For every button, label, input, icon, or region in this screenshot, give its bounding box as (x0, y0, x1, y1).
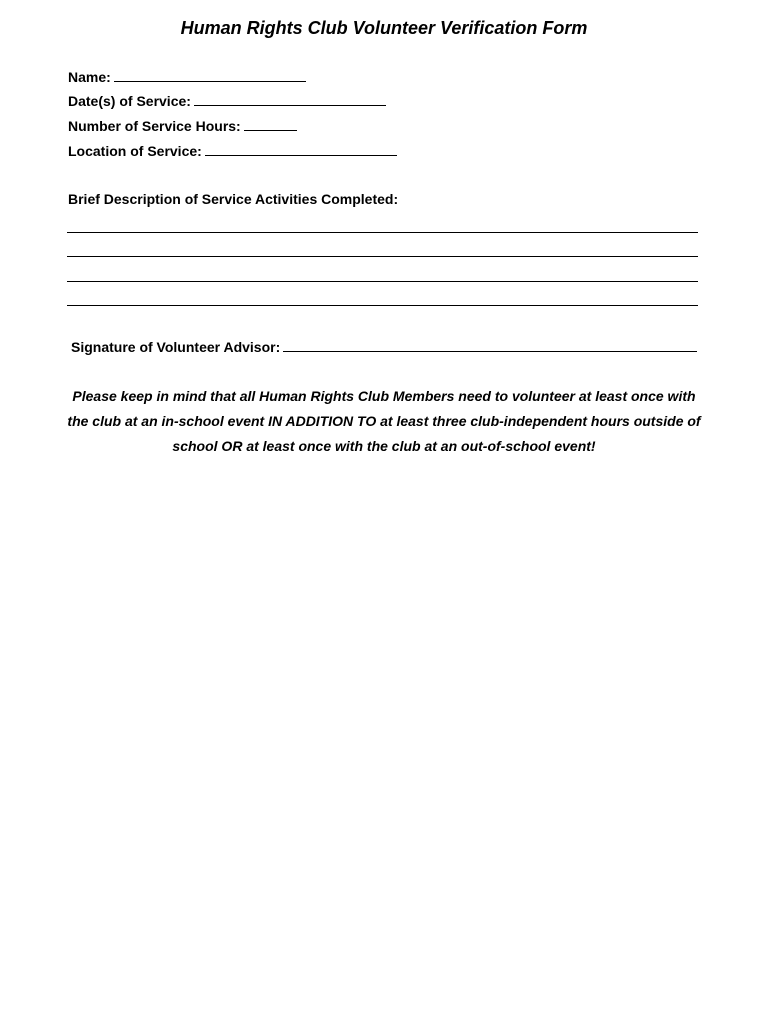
location-blank[interactable] (205, 143, 397, 156)
signature-field (71, 339, 697, 355)
hours-field (68, 118, 297, 134)
name-blank[interactable] (114, 69, 306, 82)
requirement-note: Please keep in mind that all Human Rights Club Members need to volunteer at least once with the club at an in-school event IN ADDITION TO at least three club-independent hours outside of school OR at least once with the club at an out-of-school event! (67, 388, 701, 454)
dates-blank[interactable] (194, 93, 386, 106)
signature-label: Signature of Volunteer Advisor: (71, 339, 281, 355)
hours-blank[interactable] (244, 118, 297, 131)
description-line[interactable] (67, 256, 698, 257)
name-label: Name: (68, 69, 111, 85)
description-line[interactable] (67, 305, 698, 306)
dates-label: Date(s) of Service: (68, 93, 191, 109)
description-line[interactable] (67, 281, 698, 282)
description-label: Brief Description of Service Activities Completed: (68, 191, 399, 207)
location-label: Location of Service: (68, 143, 202, 159)
form-title: Human Rights Club Volunteer Verification Form (180, 18, 588, 38)
name-field (68, 69, 306, 85)
signature-blank[interactable] (283, 339, 697, 352)
hours-label: Number of Service Hours: (68, 118, 241, 134)
description-line[interactable] (67, 232, 698, 233)
dates-field (68, 93, 386, 109)
location-field (68, 143, 397, 159)
